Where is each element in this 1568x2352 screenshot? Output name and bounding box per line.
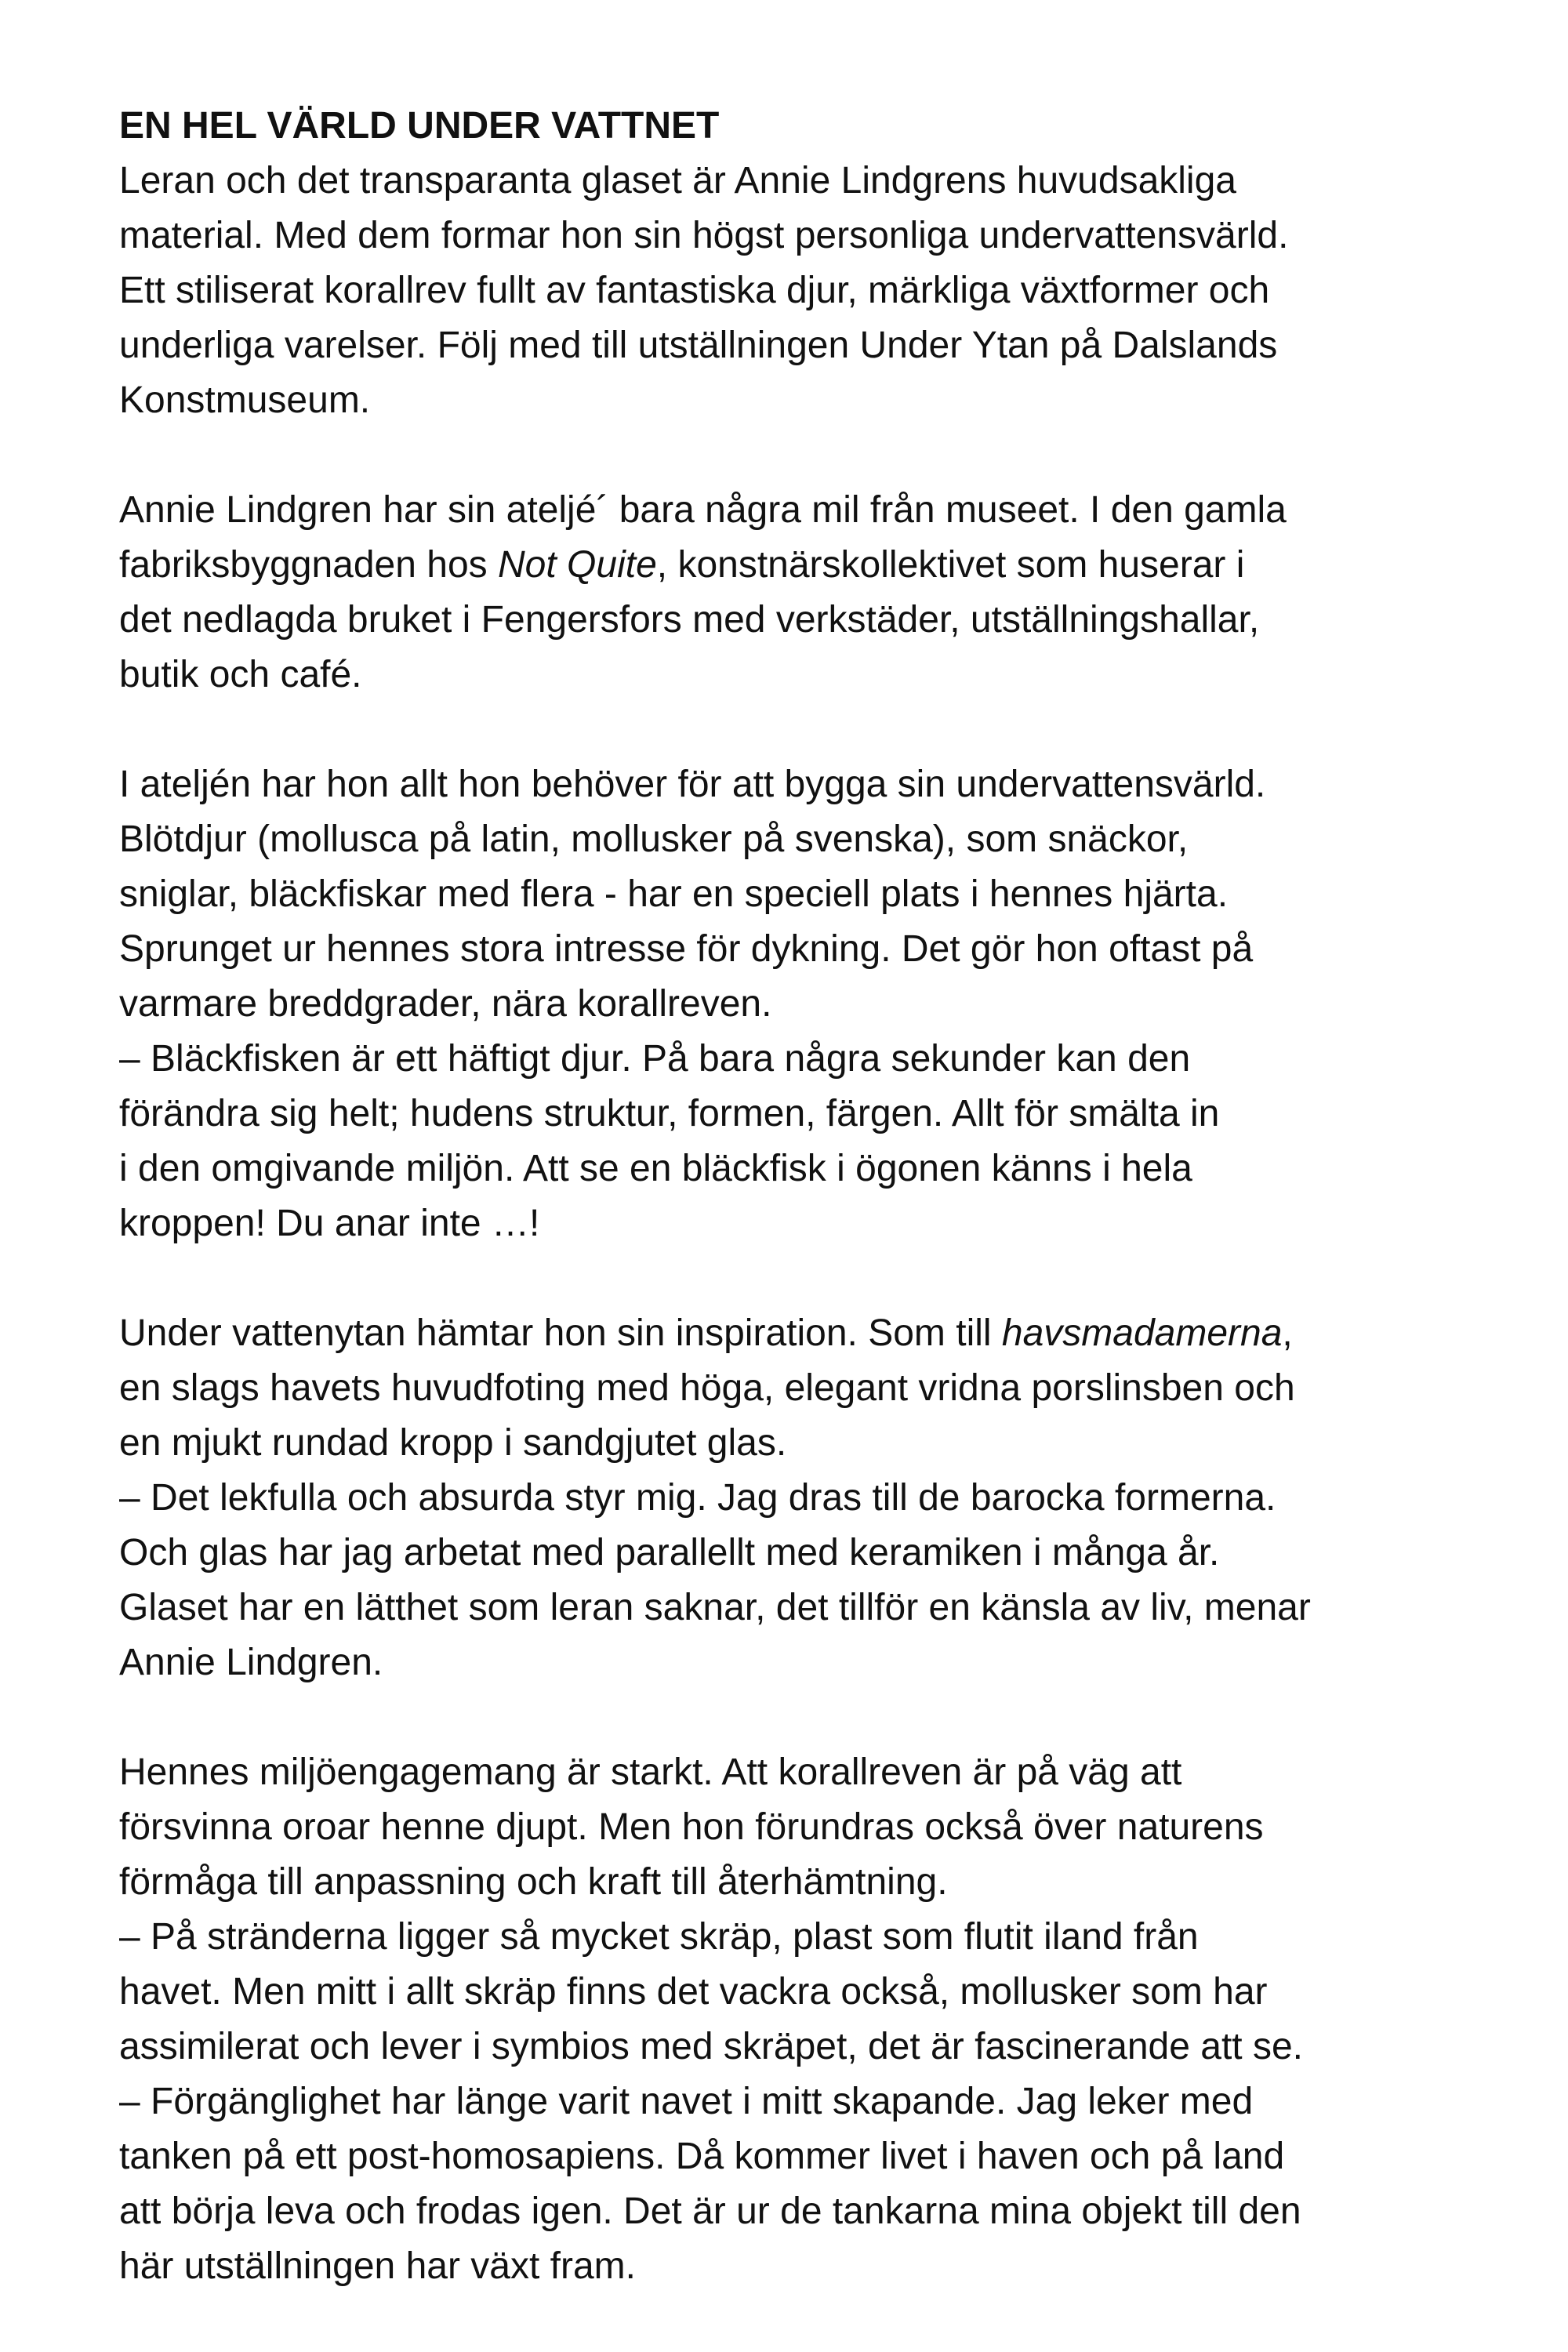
text-line: det nedlagda bruket i Fengersfors med verkstäder, utställningshallar,: [119, 599, 1260, 641]
artwork-name: havsmadamerna: [1001, 1312, 1283, 1354]
text-line: [119, 538, 1515, 593]
paragraph-4: [119, 1306, 1515, 1690]
paragraph-2: [119, 483, 1515, 702]
text-segment: fabriksbyggnaden hos: [119, 544, 498, 586]
text-line: I ateljén har hon allt hon behöver för att bygga sin undervattensvärld.: [119, 764, 1266, 805]
text-line: att börja leva och frodas igen. Det är ur de tankarna mina objekt till den: [119, 2190, 1301, 2232]
paragraph-gap: [119, 1251, 1515, 1306]
text-line: här utställningen har växt fram.: [119, 2245, 636, 2287]
paragraph-5: [119, 1745, 1515, 2294]
text-line: Blötdjur (mollusca på latin, mollusker på svenska), som snäckor,: [119, 818, 1189, 860]
text-line: butik och café.: [119, 654, 362, 695]
collective-name: Not Quite: [498, 544, 657, 586]
text-line: sniglar, bläckfiskar med flera - har en speciell plats i hennes hjärta.: [119, 873, 1229, 915]
text-line: Annie Lindgren har sin ateljé´ bara några mil från museet. I den gamla: [119, 489, 1287, 531]
text-line: Ett stiliserat korallrev fullt av fantastiska djur, märkliga växtformer och: [119, 270, 1270, 311]
text-segment: ,: [1282, 1312, 1293, 1354]
text-line: underliga varelser. Följ med till utställningen Under Ytan på Dalslands: [119, 325, 1278, 366]
text-line: – Bläckfisken är ett häftigt djur. På bara några sekunder kan den: [119, 1038, 1191, 1080]
text-line: [119, 1306, 1515, 1361]
text-line: Annie Lindgren.: [119, 1642, 383, 1683]
article-title: EN HEL VÄRLD UNDER VATTNET: [119, 105, 720, 147]
text-line: – Förgänglighet har länge varit navet i mitt skapande. Jag leker med: [119, 2081, 1254, 2122]
text-line: – Det lekfulla och absurda styr mig. Jag dras till de barocka formerna.: [119, 1477, 1276, 1519]
text-line: Sprunget ur hennes stora intresse för dykning. Det gör hon oftast på: [119, 928, 1254, 970]
text-line: Konstmuseum.: [119, 379, 371, 421]
text-line: Och glas har jag arbetat med parallellt med keramiken i många år.: [119, 1532, 1220, 1573]
paragraph-gap: [119, 428, 1515, 483]
paragraph-gap: [119, 1690, 1515, 1745]
text-line: tanken på ett post-homosapiens. Då kommer livet i haven och på land: [119, 2136, 1285, 2177]
text-line: kroppen! Du anar inte …!: [119, 1203, 540, 1244]
text-line: förändra sig helt; hudens struktur, formen, färgen. Allt för smälta in: [119, 1093, 1220, 1134]
text-line: Hennes miljöengagemang är starkt. Att korallreven är på väg att: [119, 1751, 1182, 1793]
text-line: en slags havets huvudfoting med höga, elegant vridna porslinsben och: [119, 1367, 1295, 1409]
text-line: förmåga till anpassning och kraft till återhämtning.: [119, 1861, 948, 1903]
paragraph-1: [119, 154, 1515, 428]
text-line: havet. Men mitt i allt skräp finns det vackra också, mollusker som har: [119, 1971, 1268, 2013]
text-line: Glaset har en lätthet som leran saknar, det tillför en känsla av liv, menar: [119, 1587, 1311, 1628]
text-line: en mjukt rundad kropp i sandgjutet glas.: [119, 1422, 787, 1464]
text-line: Leran och det transparanta glaset är Annie Lindgrens huvudsakliga: [119, 160, 1236, 201]
text-segment: Under vattenytan hämtar hon sin inspiration. Som till: [119, 1312, 1002, 1354]
text-line: varmare breddgrader, nära korallreven.: [119, 983, 772, 1025]
text-line: assimilerat och lever i symbios med skräpet, det är fascinerande att se.: [119, 2026, 1303, 2067]
text-line: försvinna oroar henne djupt. Men hon förundras också över naturens: [119, 1806, 1264, 1848]
paragraph-gap: [119, 702, 1515, 757]
text-line: i den omgivande miljön. Att se en bläckfisk i ögonen känns i hela: [119, 1148, 1192, 1189]
paragraph-3: [119, 757, 1515, 1251]
text-segment: , konstnärskollektivet som huserar i: [656, 544, 1245, 586]
text-line: material. Med dem formar hon sin högst personliga undervattensvärld.: [119, 215, 1289, 256]
text-line: – På stränderna ligger så mycket skräp, plast som flutit iland från: [119, 1916, 1199, 1958]
article: [119, 99, 1515, 2294]
